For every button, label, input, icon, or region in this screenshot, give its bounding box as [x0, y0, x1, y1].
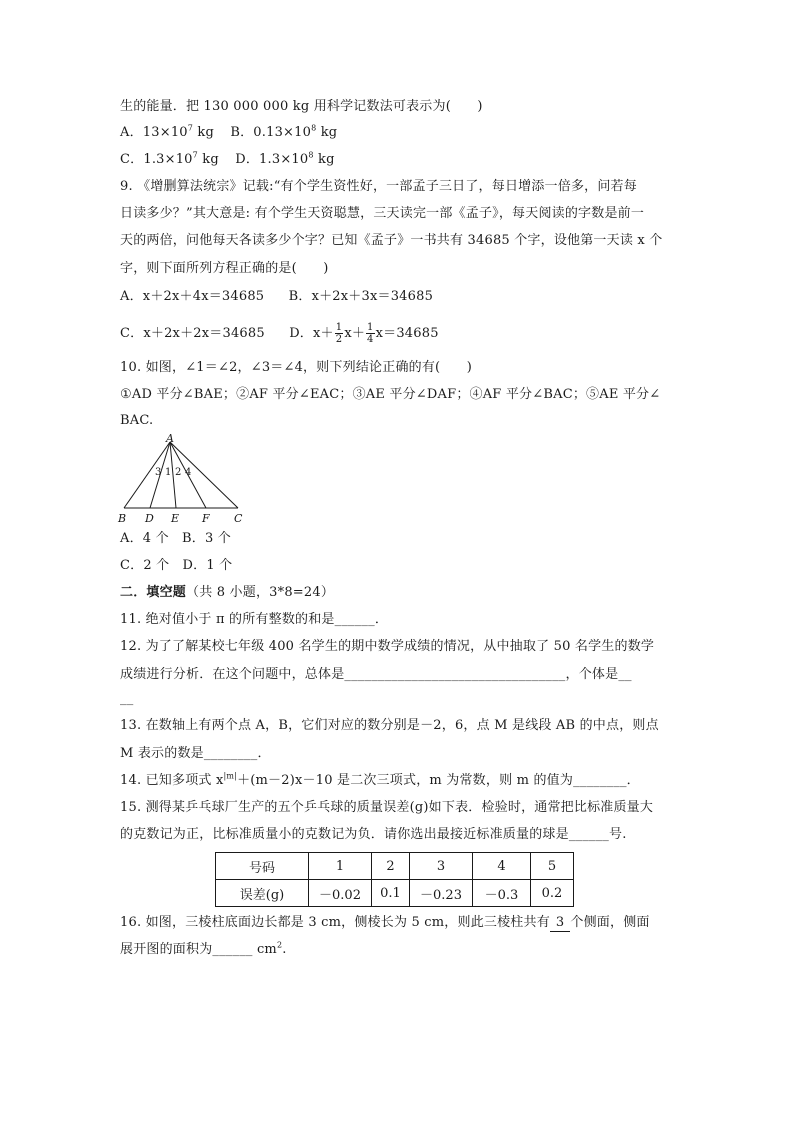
table-cell: 2	[372, 853, 410, 880]
label-e: E	[171, 512, 180, 525]
table-header-row	[216, 853, 574, 880]
q9-line-2: 日读多少？”其大意是: 有个学生天资聪慧，三天读完一部《孟子》，每天阅读的字数是前一	[120, 206, 645, 221]
table-row	[216, 880, 574, 907]
q8-options-ab	[120, 124, 337, 141]
q10-line-1: 10. 如图，∠1＝∠2，∠3＝∠4，则下列结论正确的有( )	[120, 360, 473, 375]
q13-line-1: 13. 在数轴上有两个点 A，B，它们对应的数分别是－2，6，点 M 是线段 AB 的中点，则点	[120, 718, 659, 733]
q16-line-1: 16. 如图，三棱柱底面边长都是 3 cm，侧棱长为 5 cm，则此三棱柱共有 3 个侧面，侧面	[120, 915, 650, 930]
q9-option-b: B．x＋2x＋3x＝34685	[288, 289, 434, 304]
q12-individual-blank[interactable]: __	[618, 667, 632, 682]
table-cell: －0.02	[309, 880, 372, 907]
q11-answer-blank[interactable]: ______	[334, 612, 375, 627]
q15-error-table	[215, 852, 574, 907]
q15-answer-blank[interactable]: ______	[568, 827, 610, 842]
label-b: B	[118, 512, 127, 525]
q9-line-3: 天的两倍，问他每天各读多少个字？已知《孟子》一书共有 34685 个字，设他第一天读 x 个	[120, 233, 663, 248]
table-cell: 0.2	[531, 880, 574, 907]
table-cell: 1	[309, 853, 372, 880]
q15-line-2: 的克数记为正，比标准质量小的克数记为负．请你选出最接近标准质量的球是______号.	[120, 827, 627, 842]
q8-option-b: B．$0.13\times 10^8$ kg	[230, 123, 338, 140]
q10-options-cd: C．2 个 D．1 个	[120, 558, 233, 573]
q14: 14. 已知多项式 $x^{|m|}+(m-2)x-10$ 是二次三项式，m 为常数，则 m 的值为________．	[120, 771, 640, 788]
q8-option-d: D．$1.3\times 10^8$ kg	[235, 150, 335, 167]
q12-line-2: 成绩进行分析．在这个问题中，总体是_________________________________，个体是__	[120, 667, 632, 682]
table-cell: 3	[410, 853, 473, 880]
fraction-quarter: $\frac{1}{4}$	[367, 322, 374, 345]
q9-line-1: 9. 《增删算法统宗》记载:“有个学生资性好，一部孟子三日了，每日增添一倍多，问若每	[120, 179, 637, 194]
label-f: F	[202, 512, 210, 525]
angle-label-2: 2	[175, 467, 182, 478]
q13-answer-blank[interactable]: ________	[203, 746, 258, 761]
angle-label-3: 3	[155, 467, 162, 478]
q8-options-cd	[120, 151, 335, 168]
q14-answer-blank[interactable]: ________	[573, 773, 627, 788]
fraction-half: $\frac{1}{2}$	[335, 322, 343, 345]
table-cell: 4	[473, 853, 531, 880]
label-d: D	[145, 512, 154, 525]
q10-triangle-figure	[112, 432, 252, 528]
table-cell: 号码	[216, 853, 309, 880]
section-heading: 二．填空题（共 8 小题，3*8=24）	[120, 585, 335, 600]
q9-option-a: A．x＋2x＋4x＝34685	[120, 289, 265, 304]
q10-options-ab: A．4 个 B．3 个	[120, 531, 231, 546]
q13-line-2: M 表示的数是________．	[120, 746, 271, 761]
table-cell: 误差(g)	[216, 880, 309, 907]
q8-option-c: C．$1.3\times 10^7$ kg	[120, 150, 219, 167]
q9-option-c: C．x＋2x＋2x＝34685	[120, 326, 265, 341]
q8-stem: 生的能量．把 130 000 000 kg 用科学记数法可表示为( )	[120, 99, 483, 114]
angle-label-1: 1	[165, 467, 172, 478]
table-cell: 5	[531, 853, 574, 880]
label-c: C	[234, 512, 243, 525]
q16-side-count-answer[interactable]: 3	[550, 914, 570, 932]
angle-label-4: 4	[185, 467, 192, 478]
q12-line-3[interactable]: __	[120, 691, 134, 706]
q9-line-4: 字，则下面所列方程正确的是( )	[120, 261, 329, 276]
q8-option-a: A．$13\times 10^7$ kg	[120, 123, 214, 140]
label-vertex-a: A	[166, 432, 174, 445]
table-cell: 0.1	[372, 880, 410, 907]
q16-line-2: 展开图的面积为______ $cm^2$.	[120, 940, 287, 957]
q9-options-ab	[120, 288, 433, 305]
q15-line-1: 15. 测得某乒乓球厂生产的五个乒乓球的质量误差(g)如下表．检验时，通常把比标准质量大	[120, 800, 654, 815]
q16-area-blank[interactable]: ______	[212, 942, 253, 957]
q9-option-d: D．x＋ $\frac{1}{2}$ x＋ $\frac{1}{4}$ x＝34685	[289, 322, 439, 345]
table-cell: －0.23	[410, 880, 473, 907]
segment-ab	[124, 442, 170, 508]
q9-options-cd	[120, 322, 439, 345]
q10-line-3: BAC.	[120, 413, 154, 428]
q11: 11. 绝对值小于 π 的所有整数的和是______．	[120, 612, 389, 627]
q12-population-blank[interactable]: _________________________________	[344, 667, 566, 682]
q10-line-2: ①AD 平分∠BAE；②AF 平分∠EAC；③AE 平分∠DAF；④AF 平分∠BAC；⑤AE 平分∠	[120, 387, 661, 402]
q12-line-1: 12. 为了了解某校七年级 400 名学生的期中数学成绩的情况，从中抽取了 50 名学生的数学	[120, 639, 655, 654]
table-cell: －0.3	[473, 880, 531, 907]
